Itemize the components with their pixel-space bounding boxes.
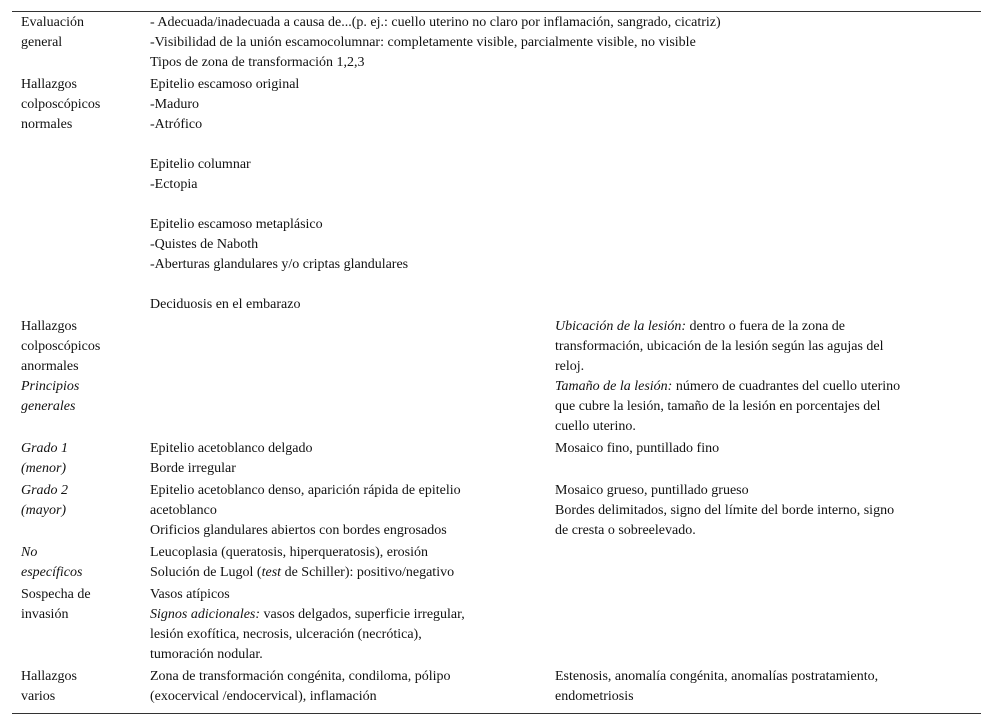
text-line: Solución de Lugol ( bbox=[150, 565, 262, 580]
text-line: Bordes delimitados, signo del límite del borde interno, signo bbox=[555, 503, 895, 518]
signs-title: Signos adicionales: bbox=[150, 607, 261, 622]
row-abnormal-principles bbox=[555, 317, 900, 437]
text-line: dentro o fuera de la zona de bbox=[686, 319, 846, 334]
row-grade2-vascular bbox=[555, 481, 894, 541]
label-line: No bbox=[21, 545, 38, 560]
text-line: (exocervical /endocervical), inflamación bbox=[150, 689, 377, 704]
text-line: Epitelio acetoblanco denso, aparición rápida de epitelio bbox=[150, 483, 461, 498]
label-line: (menor) bbox=[21, 461, 67, 476]
text-line: Vasos atípicos bbox=[150, 587, 230, 602]
label-line: normales bbox=[21, 117, 73, 132]
row-general-findings bbox=[150, 13, 721, 73]
text-line: endometriosis bbox=[555, 689, 634, 704]
row-label-general bbox=[21, 13, 84, 53]
row-label-normal bbox=[21, 75, 100, 135]
row-label-grade2 bbox=[21, 481, 68, 521]
row-grade1-findings bbox=[150, 439, 313, 479]
text-line: -Atrófico bbox=[150, 117, 203, 132]
text-line: transformación, ubicación de la lesión según las agujas del bbox=[555, 339, 884, 354]
row-label-misc bbox=[21, 667, 77, 707]
row-label-grade1 bbox=[21, 439, 68, 479]
text-line: -Maduro bbox=[150, 97, 199, 112]
text-line: que cubre la lesión, tamaño de la lesión en porcentajes del bbox=[555, 399, 881, 414]
text-line: Leucoplasia (queratosis, hiperqueratosis), erosión bbox=[150, 545, 428, 560]
label-line: Grado 2 bbox=[21, 483, 69, 498]
label-line: invasión bbox=[21, 607, 69, 622]
table-bottom-rule bbox=[12, 713, 981, 714]
size-title: Tamaño de la lesión: bbox=[555, 379, 673, 394]
text-line: Epitelio acetoblanco delgado bbox=[150, 441, 313, 456]
text-line: - Adecuada/inadecuada a causa de...(p. ej.: cuello uterino no claro por inflamación, sangrado, cicatriz) bbox=[150, 15, 721, 30]
text-line: Mosaico fino, puntillado fino bbox=[555, 441, 720, 456]
text-line: Epitelio escamoso original bbox=[150, 77, 300, 92]
text-line: tumoración nodular. bbox=[150, 647, 263, 662]
text-line: Epitelio columnar bbox=[150, 157, 251, 172]
text-line: -Visibilidad de la unión escamocolumnar: completamente visible, parcialmente visible, no visible bbox=[150, 35, 696, 50]
row-grade1-vascular bbox=[555, 439, 719, 459]
row-label-abnormal bbox=[21, 317, 100, 417]
text-line: Estenosis, anomalía congénita, anomalías postratamiento, bbox=[555, 669, 879, 684]
label-line: (mayor) bbox=[21, 503, 67, 518]
sublabel-line: generales bbox=[21, 399, 76, 414]
table-top-rule bbox=[12, 11, 981, 12]
text-line: Deciduosis en el embarazo bbox=[150, 297, 301, 312]
text-line: vasos delgados, superficie irregular, bbox=[260, 607, 465, 622]
label-line: Grado 1 bbox=[21, 441, 69, 456]
label-line: general bbox=[21, 35, 63, 50]
text-line: Epitelio escamoso metaplásico bbox=[150, 217, 323, 232]
text-line: número de cuadrantes del cuello uterino bbox=[672, 379, 901, 394]
text-line: Orificios glandulares abiertos con bordes engrosados bbox=[150, 523, 447, 538]
label-line: Sospecha de bbox=[21, 587, 91, 602]
label-line: varios bbox=[21, 689, 56, 704]
label-line: específicos bbox=[21, 565, 83, 580]
text-line: Mosaico grueso, puntillado grueso bbox=[555, 483, 749, 498]
text-line: -Ectopia bbox=[150, 177, 198, 192]
label-line: Hallazgos bbox=[21, 669, 77, 684]
text-line: -Quistes de Naboth bbox=[150, 237, 259, 252]
label-line: colposcópicos bbox=[21, 339, 101, 354]
text-line: Zona de transformación congénita, condiloma, pólipo bbox=[150, 669, 451, 684]
label-line: Evaluación bbox=[21, 15, 84, 30]
label-line: colposcópicos bbox=[21, 97, 101, 112]
text-line: Tipos de zona de transformación 1,2,3 bbox=[150, 55, 365, 70]
row-invasion-findings bbox=[150, 585, 465, 665]
text-line: acetoblanco bbox=[150, 503, 217, 518]
text-line: cuello uterino. bbox=[555, 419, 636, 434]
text-line: Borde irregular bbox=[150, 461, 236, 476]
row-grade2-findings bbox=[150, 481, 461, 541]
row-nonspecific-findings bbox=[150, 543, 454, 583]
label-line: Hallazgos bbox=[21, 319, 77, 334]
text-line: de cresta o sobreelevado. bbox=[555, 523, 696, 538]
location-title: Ubicación de la lesión: bbox=[555, 319, 687, 334]
row-normal-findings bbox=[150, 75, 408, 315]
row-misc-findings bbox=[150, 667, 451, 707]
text-line: lesión exofítica, necrosis, ulceración (necrótica), bbox=[150, 627, 422, 642]
row-label-nonspecific bbox=[21, 543, 82, 583]
text-line: reloj. bbox=[555, 359, 585, 374]
text-line: -Aberturas glandulares y/o criptas glandulares bbox=[150, 257, 409, 272]
row-misc-other bbox=[555, 667, 878, 707]
label-line: anormales bbox=[21, 359, 79, 374]
sublabel-line: Principios bbox=[21, 379, 80, 394]
test-italic: test bbox=[261, 565, 282, 580]
label-line: Hallazgos bbox=[21, 77, 77, 92]
row-label-invasion bbox=[21, 585, 91, 625]
text-line: de Schiller): positivo/negativo bbox=[281, 565, 455, 580]
